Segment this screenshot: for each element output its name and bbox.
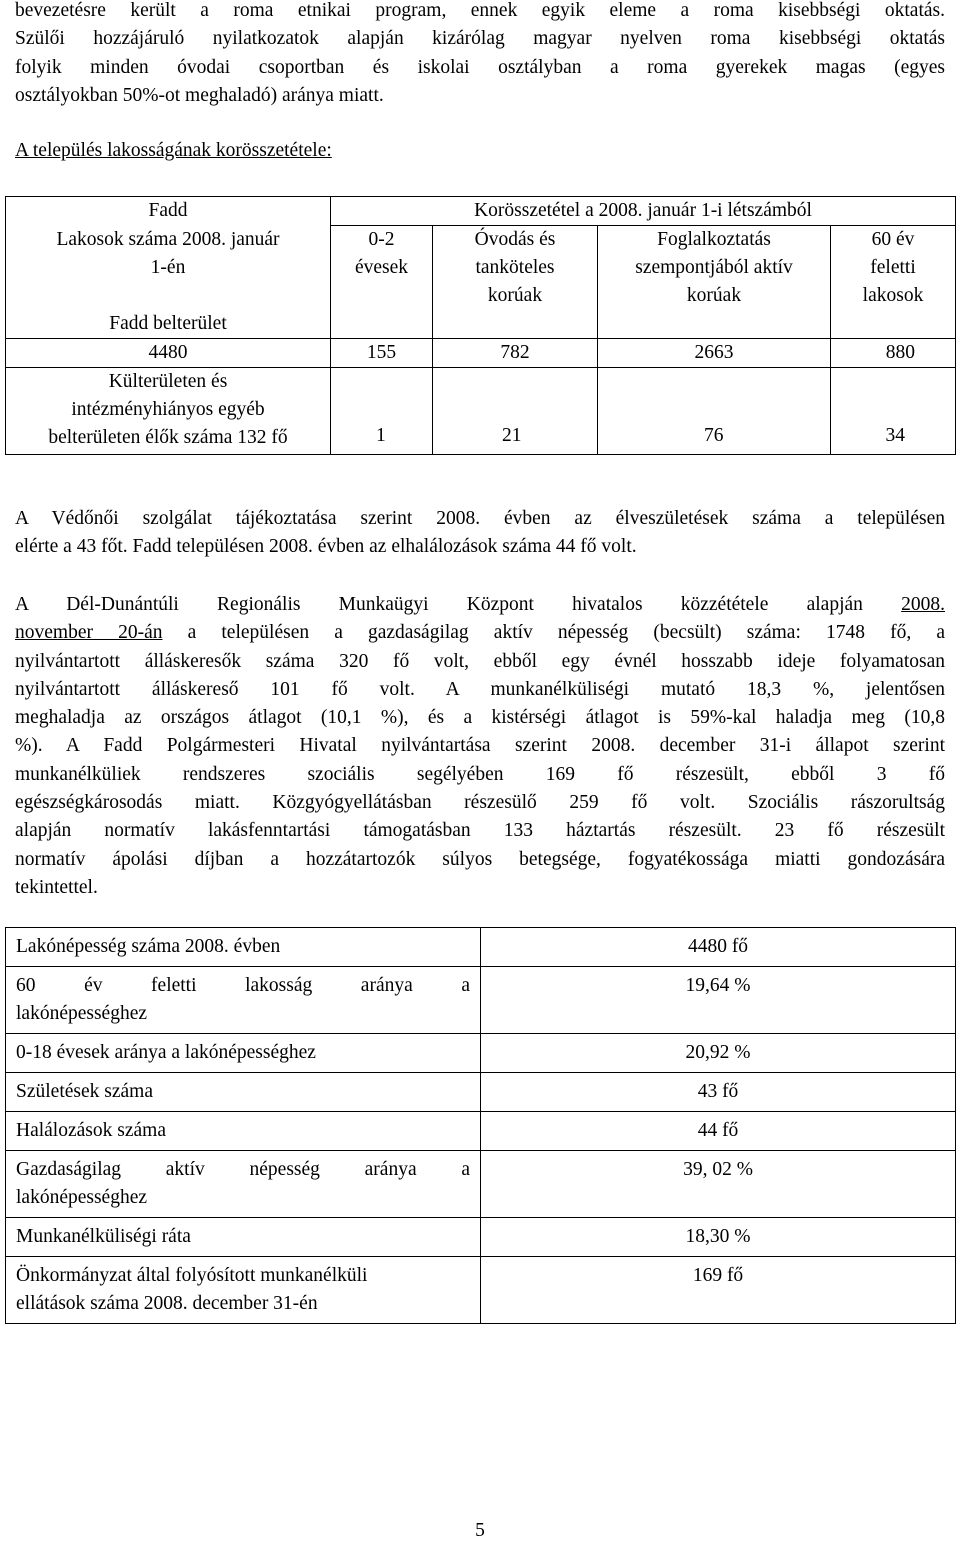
- table-row: [6, 310, 956, 339]
- col-header-over-60: 60 év feletti lakosok: [831, 226, 956, 311]
- stat-label: 60 év feletti lakosság aránya a lakónépességhez: [6, 967, 481, 1034]
- text-line: A Dél-Dunántúli Regionális Munkaügyi Központ hivatalos közzététele alapján 2008.: [15, 594, 945, 615]
- table-cell: 34: [831, 368, 956, 455]
- stat-label: Gazdaságilag aktív népesség aránya a lakónépességhez: [6, 1151, 481, 1218]
- table-cell: 76: [598, 368, 831, 455]
- text-line: osztályokban 50%-ot meghaladó) aránya miatt.: [15, 84, 384, 106]
- text-line: elérte a 43 főt. Fadd településen 2008. évben az elhalálozások száma 44 fő volt.: [15, 536, 637, 558]
- table-cell: 21: [433, 368, 598, 455]
- table-subheader-row: [6, 226, 956, 311]
- text-line: bevezetésre került a roma etnikai program, ennek egyik eleme a roma kisebbségi oktatás.: [15, 0, 945, 21]
- table-cell: 880: [831, 339, 956, 368]
- row-label: 4480: [6, 339, 331, 368]
- col-header-0-2: 0-2 évesek: [331, 226, 433, 311]
- text-line: alapján normatív lakásfenntartási támogatásban 133 háztartás részesült. 23 fő részesült: [15, 820, 945, 842]
- table-row: [6, 967, 956, 1034]
- text-line: Szülői hozzájáruló nyilatkozatok alapján kizárólag magyar nyelven roma kisebbségi oktatás: [15, 28, 945, 50]
- stat-value: 44 fő: [481, 1112, 956, 1151]
- text-line: nyilvántartott álláskereső 101 fő volt. A munkanélküliségi mutató 18,3 %, jelentősen: [15, 678, 945, 700]
- stat-value: 169 fő: [481, 1257, 956, 1324]
- population-header: Lakosok száma 2008. január 1-én: [6, 226, 331, 311]
- col-header-working-age: Foglalkoztatás szempontjából aktív korúak: [598, 226, 831, 311]
- stat-value: 4480 fő: [481, 928, 956, 967]
- stat-label: Önkormányzat által folyósított munkanélküli ellátások száma 2008. december 31-én: [6, 1257, 481, 1324]
- text-line: tekintettel.: [15, 876, 98, 898]
- text-line: %). A Fadd Polgármesteri Hivatal nyilvántartása szerint 2008. december 31-i állapot szerint: [15, 735, 945, 757]
- table-header-row: [6, 197, 956, 226]
- composition-header: Korösszetétel a 2008. január 1-i létszámból: [331, 197, 956, 226]
- stat-value: 39, 02 %: [481, 1151, 956, 1218]
- stat-label: Halálozások száma: [6, 1112, 481, 1151]
- age-section-heading: A település lakosságának korösszetétele:: [15, 140, 332, 161]
- text-line: folyik minden óvodai csoportban és iskolai osztályban a roma gyerekek magas (egyes: [15, 56, 945, 78]
- vedonoi-paragraph: [15, 505, 945, 562]
- text-line: egészségkárosodás miatt. Közgyógyellátásban részesülő 259 fő volt. Szociális rászorultság: [15, 792, 945, 814]
- stat-label: Születések száma: [6, 1073, 481, 1112]
- labor-paragraph: [15, 591, 945, 902]
- stat-value: 18,30 %: [481, 1218, 956, 1257]
- population-stats-table: [5, 927, 956, 1324]
- table-cell: 1: [331, 368, 433, 455]
- stat-value: 20,92 %: [481, 1034, 956, 1073]
- table-row: [6, 1112, 956, 1151]
- corner-title: Fadd: [6, 197, 331, 226]
- text-line: meghaladja az országos átlagot (10,1 %), és a kistérségi átlagot is 59%-kal haladja meg (10,8: [15, 707, 945, 729]
- table-row: [6, 928, 956, 967]
- text-line: munkanélküliek rendszeres szociális segélyében 169 fő részesült, ebből 3 fő: [15, 763, 945, 785]
- stat-value: 43 fő: [481, 1073, 956, 1112]
- table-row: [6, 339, 956, 368]
- stat-label: Lakónépesség száma 2008. évben: [6, 928, 481, 967]
- table-row: [6, 1151, 956, 1218]
- stat-label: 0-18 évesek aránya a lakónépességhez: [6, 1034, 481, 1073]
- intro-paragraph: [15, 0, 945, 110]
- text-line: normatív ápolási díjban a hozzátartozók súlyos betegsége, fogyatékossága miatti gondozására: [15, 848, 945, 870]
- text-line: november 20-án a településen a gazdaságilag aktív népesség (becsült) száma: 1748 fő, a: [15, 622, 945, 644]
- row-label: Külterületen és intézményhiányos egyéb belterületen élők száma 132 fő: [6, 368, 331, 455]
- page-number: 5: [475, 1520, 485, 1541]
- table-row: [6, 1034, 956, 1073]
- inner-area-label: Fadd belterület: [6, 310, 331, 339]
- text-line: A Védőnői szolgálat tájékoztatása szerint 2008. évben az élveszületések száma a településen: [15, 508, 945, 529]
- table-row: [6, 1073, 956, 1112]
- table-cell: 155: [331, 339, 433, 368]
- stat-value: 19,64 %: [481, 967, 956, 1034]
- text-line: nyilvántartott álláskeresők száma 320 fő volt, ebből egy évnél hosszabb ideje folyamatosan: [15, 650, 945, 672]
- table-cell: 2663: [598, 339, 831, 368]
- table-cell: 782: [433, 339, 598, 368]
- table-row: [6, 368, 956, 455]
- table-row: [6, 1257, 956, 1324]
- table-row: [6, 1218, 956, 1257]
- col-header-school-age: Óvodás és tanköteles korúak: [433, 226, 598, 311]
- age-composition-table: [5, 196, 956, 455]
- stat-label: Munkanélküliségi ráta: [6, 1218, 481, 1257]
